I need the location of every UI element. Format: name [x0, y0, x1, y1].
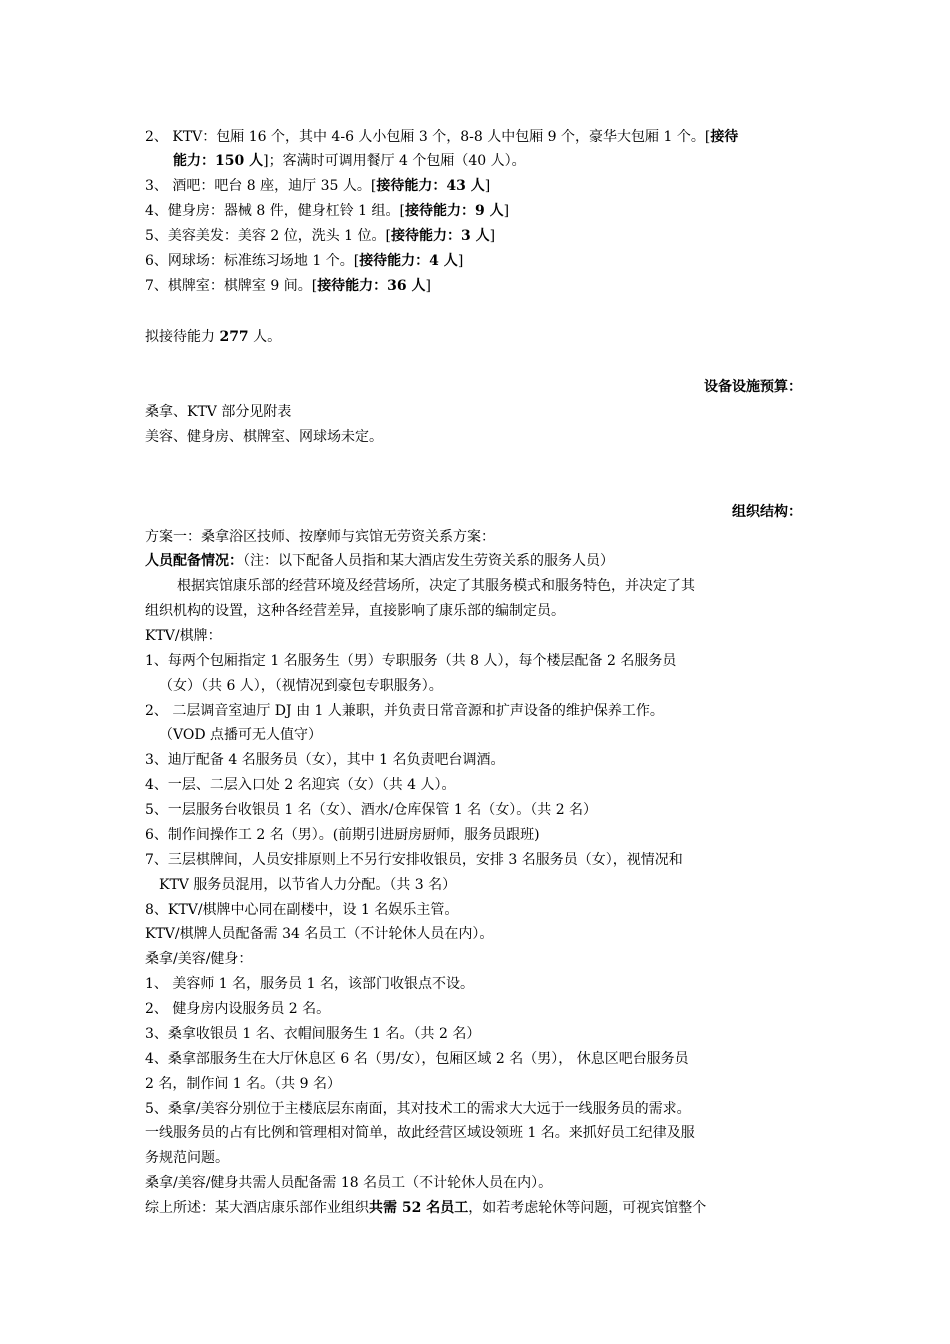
sauna-item-5-cont-2: 务规范问题。	[145, 1150, 229, 1166]
sauna-total: 桑拿/美容/健身共需人员配备需 18 名员工（不计轮休人员在内）。	[145, 1175, 553, 1191]
capacity-ktv-line: 2、 KTV：包厢 16 个，其中 4-6 人小包厢 3 个，8-8 人中包厢 9 个，豪华大包厢 1 个。[接待	[145, 129, 739, 145]
sauna-item-5: 5、桑拿/美容分别位于主楼底层东南面，其对技术工的需求大大远于一线服务员的需求。	[145, 1101, 691, 1117]
sauna-item-4: 4、桑拿部服务生在大厅休息区 6 名（男/女），包厢区域 2 名（男）， 休息区吧台服务员	[145, 1051, 689, 1067]
ktv-total: KTV/棋牌人员配备需 34 名员工（不计轮休人员在内）。	[145, 926, 494, 942]
ktv-item-2-cont: （VOD 点播可无人值守）	[159, 727, 323, 743]
ktv-item-7: 7、三层棋牌间，人员安排原则上不另行安排收银员，安排 3 名服务员（女），视情况和	[145, 852, 683, 868]
capacity-beauty-line: 5、美容美发：美容 2 位，洗头 1 位。[接待能力：3 人]	[145, 228, 496, 244]
staffing-line: 人员配备情况：（注：以下配备人员指和某大酒店发生劳资关系的服务人员）	[145, 553, 614, 569]
org-plan: 方案一：桑拿浴区技师、按摩师与宾馆无劳资关系方案：	[145, 529, 495, 545]
equipment-line-2: 美容、健身房、棋牌室、网球场未定。	[145, 429, 383, 445]
capacity-tennis-line: 6、网球场：标准练习场地 1 个。[接待能力：4 人]	[145, 253, 464, 269]
intro-line-1: 根据宾馆康乐部的经营环境及经营场所，决定了其服务模式和服务特色，并决定了其	[177, 578, 695, 594]
capacity-gym-line: 4、健身房：器械 8 件，健身杠铃 1 组。[接待能力：9 人]	[145, 203, 510, 219]
capacity-chess-line: 7、棋牌室：棋牌室 9 间。[接待能力：36 人]	[145, 278, 432, 294]
equipment-heading: 设备设施预算：	[704, 379, 802, 395]
ktv-section-heading: KTV/棋牌：	[145, 628, 222, 644]
org-heading: 组织结构：	[732, 504, 802, 520]
ktv-item-1: 1、每两个包厢指定 1 名服务生（男）专职服务（共 8 人），每个楼层配备 2 名服务员	[145, 653, 677, 669]
ktv-item-5: 5、一层服务台收银员 1 名（女）、酒水/仓库保管 1 名（女）。（共 2 名）	[145, 802, 598, 818]
ktv-item-6: 6、制作间操作工 2 名（男）。(前期引进厨房厨师，服务员跟班)	[145, 827, 540, 843]
equipment-line-1: 桑拿、KTV 部分见附表	[145, 404, 292, 420]
sauna-item-4-cont: 2 名，制作间 1 名。（共 9 名）	[145, 1076, 341, 1092]
ktv-item-3: 3、迪厅配备 4 名服务员（女），其中 1 名负责吧台调酒。	[145, 752, 505, 768]
sauna-item-5-cont-1: 一线服务员的占有比例和管理相对简单，故此经营区域设领班 1 名。来抓好员工纪律及服	[145, 1125, 695, 1141]
ktv-item-2: 2、 二层调音室迪厅 DJ 由 1 人兼职，并负责日常音源和扩声设备的维护保养工作。	[145, 703, 664, 719]
capacity-bar-line: 3、 酒吧：吧台 8 座，迪厅 35 人。[接待能力：43 人]	[145, 178, 491, 194]
intro-line-2: 组织机构的设置，这种各经营差异，直接影响了康乐部的编制定员。	[145, 603, 565, 619]
sauna-item-3: 3、桑拿收银员 1 名、衣帽间服务生 1 名。（共 2 名）	[145, 1026, 481, 1042]
sauna-section-heading: 桑拿/美容/健身：	[145, 951, 253, 967]
capacity-ktv-line-cont: 能力：150 人]；客满时可调用餐厅 4 个包厢（40 人）。	[173, 153, 526, 169]
ktv-item-7-cont: KTV 服务员混用，以节省人力分配。（共 3 名）	[159, 877, 457, 893]
ktv-item-4: 4、一层、二层入口处 2 名迎宾（女）（共 4 人）。	[145, 777, 456, 793]
capacity-total: 拟接待能力 277 人。	[145, 329, 282, 345]
ktv-item-8: 8、KTV/棋牌中心同在副楼中，设 1 名娱乐主管。	[145, 902, 459, 918]
summary-line: 综上所述：某大酒店康乐部作业组织共需 52 名员工，如若考虑轮休等问题，可视宾馆整个	[145, 1200, 707, 1216]
sauna-item-2: 2、 健身房内设服务员 2 名。	[145, 1001, 331, 1017]
sauna-item-1: 1、 美容师 1 名，服务员 1 名，该部门收银点不设。	[145, 976, 474, 992]
ktv-item-1-cont: （女）（共 6 人），（视情况到豪包专职服务）。	[159, 678, 443, 694]
